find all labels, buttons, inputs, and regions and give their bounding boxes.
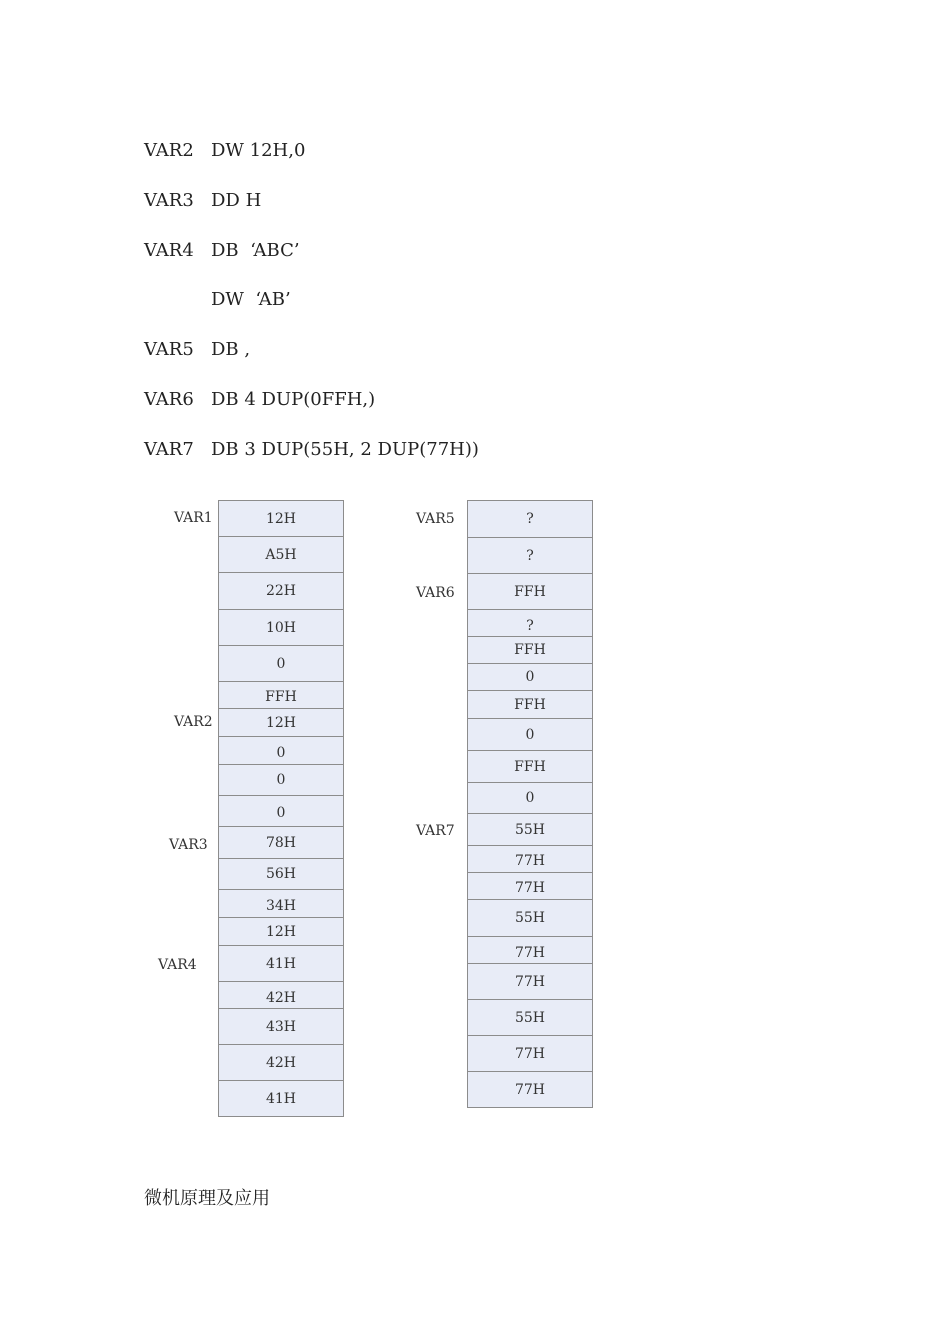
code-text: DB 3 DUP(55H, 2 DUP(77H)) bbox=[211, 439, 479, 460]
code-label: VAR5 bbox=[144, 339, 194, 360]
memory-cell: ? bbox=[467, 537, 593, 574]
memory-cell: 77H bbox=[467, 963, 593, 1000]
memory-cell: 56H bbox=[218, 858, 344, 890]
memory-cell: FFH bbox=[467, 573, 593, 610]
code-text: DB 4 DUP(0FFH,) bbox=[211, 389, 376, 410]
memory-cell: 78H bbox=[218, 826, 344, 859]
memory-cell: 0 bbox=[467, 718, 593, 751]
code-line-1 bbox=[144, 139, 305, 163]
memory-cell: 77H bbox=[467, 1035, 593, 1072]
memory-cell: 12H bbox=[218, 917, 344, 946]
memory-cell: 0 bbox=[218, 736, 344, 765]
var-label: VAR6 bbox=[416, 585, 455, 601]
memory-cell: 10H bbox=[218, 609, 344, 646]
var-label: VAR2 bbox=[174, 714, 213, 730]
memory-cell: 0 bbox=[218, 645, 344, 682]
memory-cell: 42H bbox=[218, 981, 344, 1009]
memory-cell: 12H bbox=[218, 500, 344, 537]
code-text: DD H bbox=[211, 190, 262, 211]
memory-cell: 77H bbox=[467, 872, 593, 900]
code-text: DW 12H,0 bbox=[211, 140, 306, 161]
code-line-2 bbox=[144, 189, 261, 213]
page-footer: 微机原理及应用 bbox=[144, 1188, 270, 1209]
memory-cell: 0 bbox=[467, 782, 593, 814]
code-line-7 bbox=[144, 438, 479, 462]
memory-cell: 55H bbox=[467, 813, 593, 846]
code-text: DB ‘ABC’ bbox=[211, 240, 300, 261]
memory-cell: 77H bbox=[467, 936, 593, 964]
memory-cell: ? bbox=[467, 500, 593, 538]
memory-cell: 42H bbox=[218, 1044, 344, 1081]
code-line-6 bbox=[144, 388, 375, 412]
memory-cell: FFH bbox=[467, 636, 593, 664]
memory-cell: 55H bbox=[467, 899, 593, 937]
memory-cell: 43H bbox=[218, 1008, 344, 1045]
code-line-4 bbox=[144, 288, 291, 312]
code-label: VAR7 bbox=[144, 439, 194, 460]
memory-cell: 12H bbox=[218, 708, 344, 737]
memory-cell: 22H bbox=[218, 572, 344, 610]
code-line-3 bbox=[144, 239, 300, 263]
memory-cell: 0 bbox=[218, 764, 344, 796]
var-label: VAR1 bbox=[174, 510, 213, 526]
memory-cell: 0 bbox=[467, 663, 593, 691]
memory-cell: FFH bbox=[218, 681, 344, 709]
var-label: VAR7 bbox=[416, 823, 455, 839]
code-text: DW ‘AB’ bbox=[211, 289, 291, 310]
var-label: VAR4 bbox=[158, 957, 197, 973]
code-label: VAR3 bbox=[144, 190, 194, 211]
memory-cell: 77H bbox=[467, 1071, 593, 1108]
code-label: VAR4 bbox=[144, 240, 194, 261]
memory-cell: 77H bbox=[467, 845, 593, 873]
var-label: VAR3 bbox=[169, 837, 208, 853]
code-text: DB , bbox=[211, 339, 251, 360]
memory-cell: 41H bbox=[218, 945, 344, 982]
var-label: VAR5 bbox=[416, 511, 455, 527]
memory-cell: 34H bbox=[218, 889, 344, 918]
memory-cell: 41H bbox=[218, 1080, 344, 1117]
memory-cell: 0 bbox=[218, 795, 344, 827]
memory-cell: A5H bbox=[218, 536, 344, 573]
code-line-5 bbox=[144, 338, 250, 362]
memory-cell: FFH bbox=[467, 750, 593, 783]
code-label: VAR6 bbox=[144, 389, 194, 410]
code-label: VAR2 bbox=[144, 140, 194, 161]
memory-cell: ? bbox=[467, 609, 593, 637]
memory-cell: 55H bbox=[467, 999, 593, 1036]
memory-cell: FFH bbox=[467, 690, 593, 719]
